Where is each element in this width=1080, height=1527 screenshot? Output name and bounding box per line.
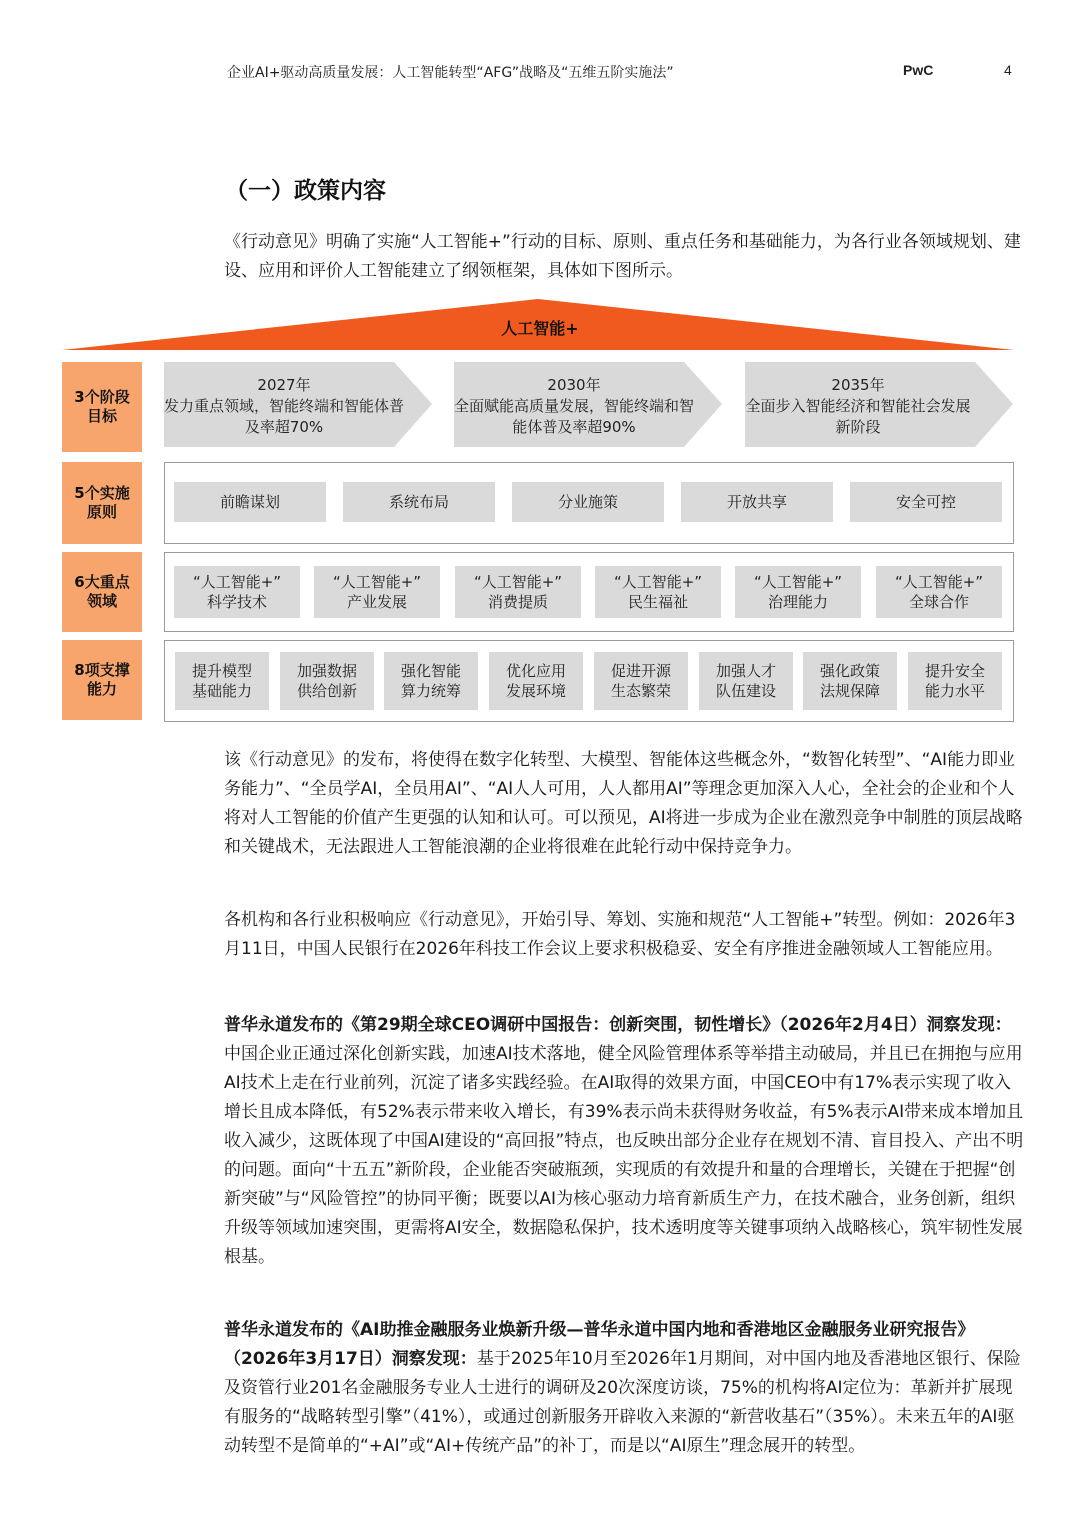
row-label-stages: 3个阶段目标 xyxy=(62,362,142,452)
capability-cell: 优化应用 发展环境 xyxy=(489,652,583,710)
stage-text: 发力重点领域，智能终端和智能体普及率超70% xyxy=(164,397,405,436)
capability-cell: 加强数据 供给创新 xyxy=(280,652,374,710)
report-citation-bold: 普华永道发布的《第29期全球CEO调研中国报告：创新突围，韧性增长》（2026年2月4日）洞察发现： xyxy=(224,1015,1012,1035)
principle-cell: 前瞻谋划 xyxy=(174,482,326,522)
body-paragraph-2: 各机构和各行业积极响应《行动意见》，开始引导、筹划、实施和规范“人工智能+”转型。例如：2026年3月11日，中国人民银行在2026年科技工作会议上要求积极稳妥、安全有序推进金融领域人工智能应用。 xyxy=(224,910,1016,959)
domain-cell: “人工智能+” 科学技术 xyxy=(174,566,300,618)
principle-cell: 系统布局 xyxy=(343,482,495,522)
domain-cell: “人工智能+” 消费提质 xyxy=(455,566,581,618)
stage-arrow-2035 xyxy=(745,362,1013,447)
running-header-title: 企业AI+驱动高质量发展：人工智能转型“AFG”战略及“五维五阶实施法” xyxy=(227,65,674,81)
principle-cell: 分业施策 xyxy=(512,482,664,522)
section-title: （一）政策内容 xyxy=(225,178,386,204)
body-paragraph-1: 该《行动意见》的发布，将使得在数字化转型、大模型、智能体这些概念外，“数智化转型”、“AI能力即业务能力”、“全员学AI，全员用AI”、“AI人人可用，人人都用AI”等理念更加深入人心，全社会的企业和个人将对人工智能的价值产生更强的认知和认可。可以预见，AI将进一步成为企业在激烈竞争中制胜的顶层战略和关键战术，无法跟进人工智能浪潮的企业将很难在此轮行动中保持竞争力。 xyxy=(224,750,1023,857)
capability-cell: 加强人才 队伍建设 xyxy=(699,652,793,710)
report-findings-text: 基于2025年10月至2026年1月期间，对中国内地及香港地区银行、保险及资管行业201名金融服务专业人士进行的调研及20次深度访谈，75%的机构将AI定位为：革新并扩展现有服务的“战略转型引擎”（41%），或通过创新服务开辟收入来源的“新营收基石”（35%）。未来五年的AI驱动转型不是简单的“+AI”或“AI+传统产品”的补丁，而是以“AI原生”理念展开的转型。 xyxy=(224,1349,1021,1456)
report-findings-text: 中国企业正通过深化创新实践，加速AI技术落地，健全风险管理体系等举措主动破局，并且已在拥抱与应用AI技术上走在行业前列，沉淀了诸多实践经验。在AI取得的效果方面，中国CEO中有17%表示实现了收入增长且成本降低，有52%表示带来收入增长，有39%表示尚未获得财务收益，有5%表示AI带来成本增加且收入减少，这既体现了中国AI建设的“高回报”特点，也反映出部分企业存在规划不清、盲目投入、产出不明的问题。面向“十五五”新阶段，企业能否突破瓶颈，实现质的有效提升和量的合理增长，关键在于把握“创新突破”与“风险管控”的协同平衡；既要以AI为核心驱动力培育新质生产力，在技术融合，业务创新，组织升级等领域加速突围，更需将AI安全，数据隐私保护，技术透明度等关键事项纳入战略核心，筑牢韧性发展根基。 xyxy=(224,1044,1024,1267)
domain-cell: “人工智能+” 治理能力 xyxy=(735,566,861,618)
principle-cell: 开放共享 xyxy=(681,482,833,522)
stage-arrow-2030 xyxy=(454,362,722,447)
principle-cell: 安全可控 xyxy=(850,482,1002,522)
capability-cell: 提升模型 基础能力 xyxy=(175,652,269,710)
domain-cell: “人工智能+” 全球合作 xyxy=(876,566,1002,618)
intro-paragraph: 《行动意见》明确了实施“人工智能+”行动的目标、原则、重点任务和基础能力，为各行业各领域规划、建设、应用和评价人工智能建立了纲领框架，具体如下图所示。 xyxy=(224,232,1021,281)
body-paragraph-4 xyxy=(224,1316,1024,1461)
body-paragraph-3 xyxy=(224,1011,1024,1272)
capability-cell: 提升安全 能力水平 xyxy=(908,652,1002,710)
domain-cell: “人工智能+” 民生福祉 xyxy=(595,566,721,618)
domain-cell: “人工智能+” 产业发展 xyxy=(314,566,440,618)
capability-cell: 促进开源 生态繁荣 xyxy=(594,652,688,710)
stage-text: 全面赋能高质量发展，智能终端和智能体普及率超90% xyxy=(454,397,695,436)
page-number: 4 xyxy=(1004,62,1012,78)
brand-logo-text: PwC xyxy=(903,62,934,78)
row-label-capabilities: 8项支撑能力 xyxy=(62,640,142,720)
stage-text: 全面步入智能经济和智能社会发展新阶段 xyxy=(745,397,971,436)
stage-arrow-2027 xyxy=(164,362,432,447)
report-citation-bold: 普华永道发布的《AI助推金融服务业焕新升级—普华永道中国内地和香港地区金融服务业研究报告》（2026年3月17日）洞察发现： xyxy=(224,1320,975,1369)
stage-year: 2030年 xyxy=(547,376,601,394)
stage-year: 2035年 xyxy=(831,376,885,394)
capability-cell: 强化智能 算力统筹 xyxy=(384,652,478,710)
roof-title: 人工智能+ xyxy=(501,319,579,338)
row-label-principles: 5个实施原则 xyxy=(62,462,142,544)
row-label-domains: 6大重点领域 xyxy=(62,552,142,632)
stage-year: 2027年 xyxy=(257,376,311,394)
capability-cell: 强化政策 法规保障 xyxy=(803,652,897,710)
